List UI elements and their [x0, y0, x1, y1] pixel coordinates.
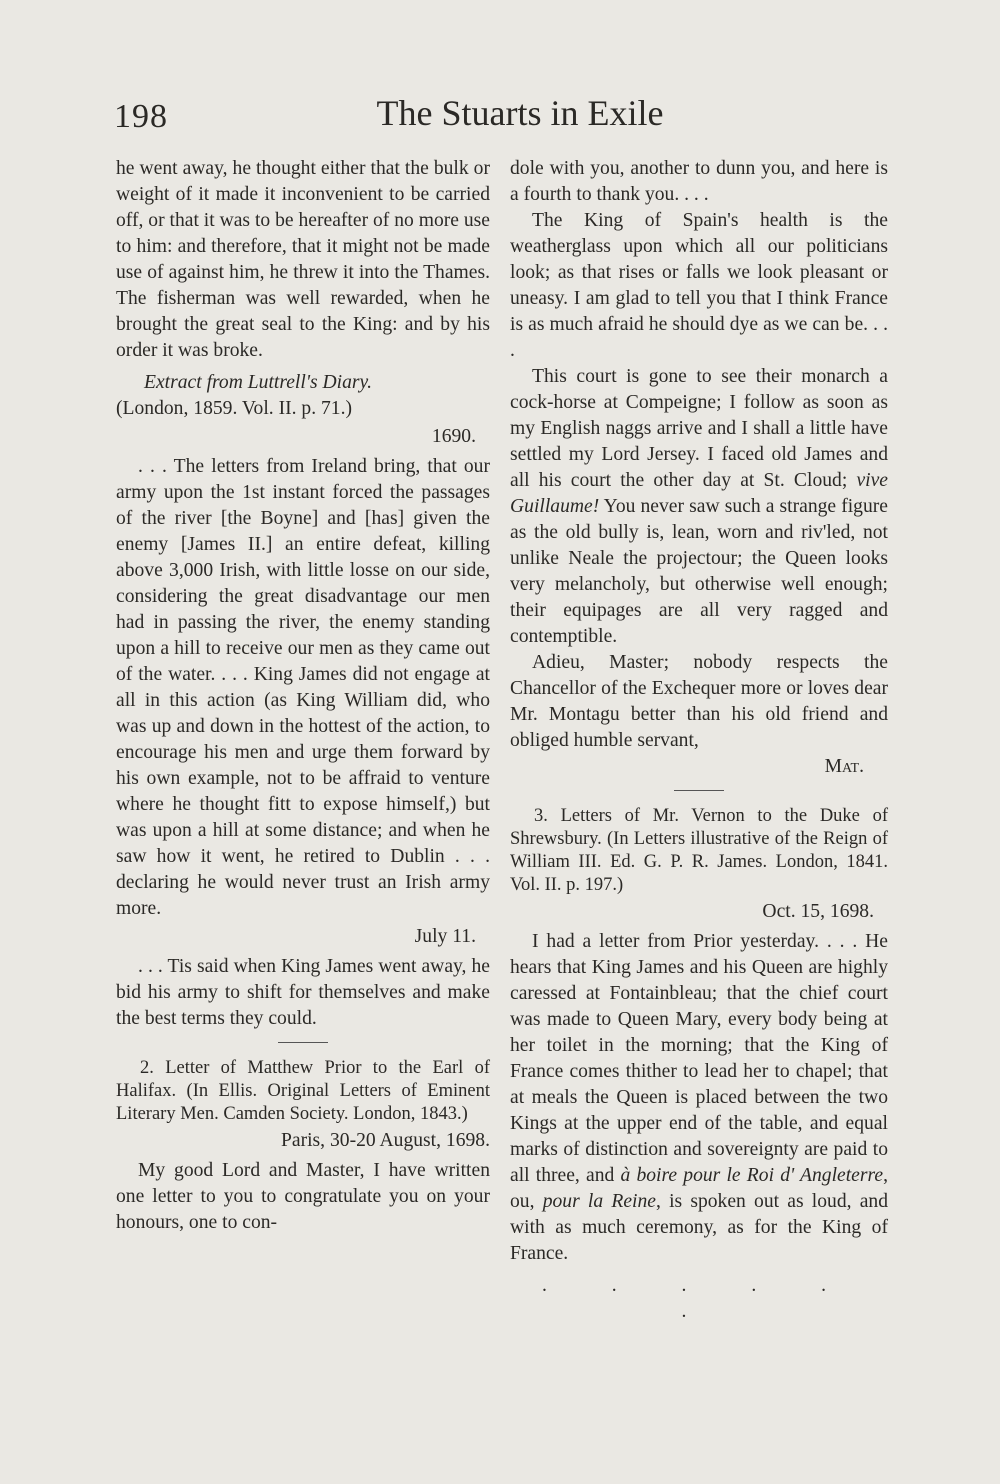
- text-run: You never saw such a strange figure as the old bully is, lean, worn and riv'led, not unlike Neale the projectour; the Queen looks very melancholy, but otherwise well enough; their equipages are all very ragged and contemptible.: [510, 496, 888, 647]
- left-column: [116, 156, 490, 1236]
- dateline: Paris, 30-20 August, 1698.: [280, 1130, 490, 1151]
- italic-text: vive Guillaume!: [510, 470, 888, 517]
- paragraph: he went away, he thought either that the bulk or weight of it made it inconvenient to be carried off, or that it was to be hereafter of no more use to him: and therefore, that it might not be made use of against him, he threw it into the Thames. The fisherman was well rewarded, when he brought the great seal to the King: and by his order it was broke.: [116, 158, 490, 361]
- running-title: The Stuarts in Exile: [376, 93, 664, 133]
- source-citation: 3. Letters of Mr. Vernon to the Duke of Shrewsbury. (In Letters illustrative of the Reign of William III. Ed. G. P. R. James. London, 1841. Vol. II. p. 197.): [510, 806, 888, 895]
- section-divider: [278, 1042, 328, 1043]
- source-citation: (London, 1859. Vol. II. p. 71.): [116, 398, 353, 419]
- paragraph: . . . The letters from Ireland bring, that our army upon the 1st instant forced the passages of the river [the Boyne] and [has] given the enemy [James II.] an entire defeat, killing above 3,000 Irish, with little losse on our side, considering the great disadvantage our men had in passing the river, the enemy standing upon a hill to receive our men as they came out of the water. . . . King James did not engage at all in this action (as King William did, who was up and down in the hottest of the action, to encourage his men and urge them forward by his own example, not to be affraid to venture where he thought fitt to expose himself,) but was upon a hill at some distance; and when he saw how it went, he retired to Dublin . . . declaring he would never trust an Irish army more.: [116, 456, 490, 919]
- text-run: , ou,: [510, 1165, 888, 1212]
- dateline: 1690.: [431, 426, 476, 447]
- italic-text: à boire pour le Roi d' Angleterre: [620, 1165, 884, 1186]
- source-citation: 2. Letter of Matthew Prior to the Earl of Halifax. (In Ellis. Original Letters of Eminent Literary Men. Camden Society. London, 1843.): [116, 1058, 490, 1124]
- paragraph: . . . Tis said when King James went away, he bid his army to shift for themselves and make the best terms they could.: [116, 956, 490, 1029]
- text-run: I had a letter from Prior yesterday. . . . He hears that King James and his Queen are highly caressed at Fontainbleau; that the chief court was made to Queen Mary, every body being at her toilet in the morning; that the King of France comes thither to lead her to chapel; that at meals the Queen is placed between the two Kings at the upper end of the table, and equal marks of distinction and sovereignty are paid to all three, and: [510, 931, 888, 1186]
- dateline: July 11.: [414, 926, 476, 947]
- italic-text: pour la Reine: [542, 1191, 656, 1212]
- dateline: Oct. 15, 1698.: [762, 901, 874, 922]
- page-number: 198: [114, 98, 168, 135]
- paragraph: [510, 929, 888, 1267]
- ellipsis-dots: . . . . . .: [541, 1275, 857, 1322]
- paragraph: dole with you, another to dunn you, and here is a fourth to thank you. . . .: [510, 158, 888, 205]
- section-divider: [674, 790, 724, 791]
- paragraph: [510, 364, 888, 650]
- paragraph: The King of Spain's health is the weatherglass upon which all our politicians look; as that rises or falls we look pleasant or uneasy. I am glad to tell you that I think France is as much afraid he should dye as we can be. . . .: [510, 210, 888, 361]
- paragraph: Adieu, Master; nobody respects the Chancellor of the Exchequer more or loves dear Mr. Montagu better than his old friend and obliged humble servant,: [510, 652, 888, 751]
- paragraph: My good Lord and Master, I have written one letter to you to congratulate you on your honours, one to con-: [116, 1160, 490, 1233]
- text-run: , is spoken out as loud, and with as much ceremony, as for the King of France.: [510, 1191, 889, 1264]
- right-column: [510, 156, 888, 1325]
- text-run: This court is gone to see their monarch a cock-horse at Compeigne; I follow as soon as my English naggs arrive and I shall a little have settled my Lord Jersey. I faced old James and all his court the other day at St. Cloud;: [510, 366, 888, 491]
- section-heading: Extract from Luttrell's Diary.: [144, 372, 373, 393]
- signature: Mat.: [824, 756, 864, 777]
